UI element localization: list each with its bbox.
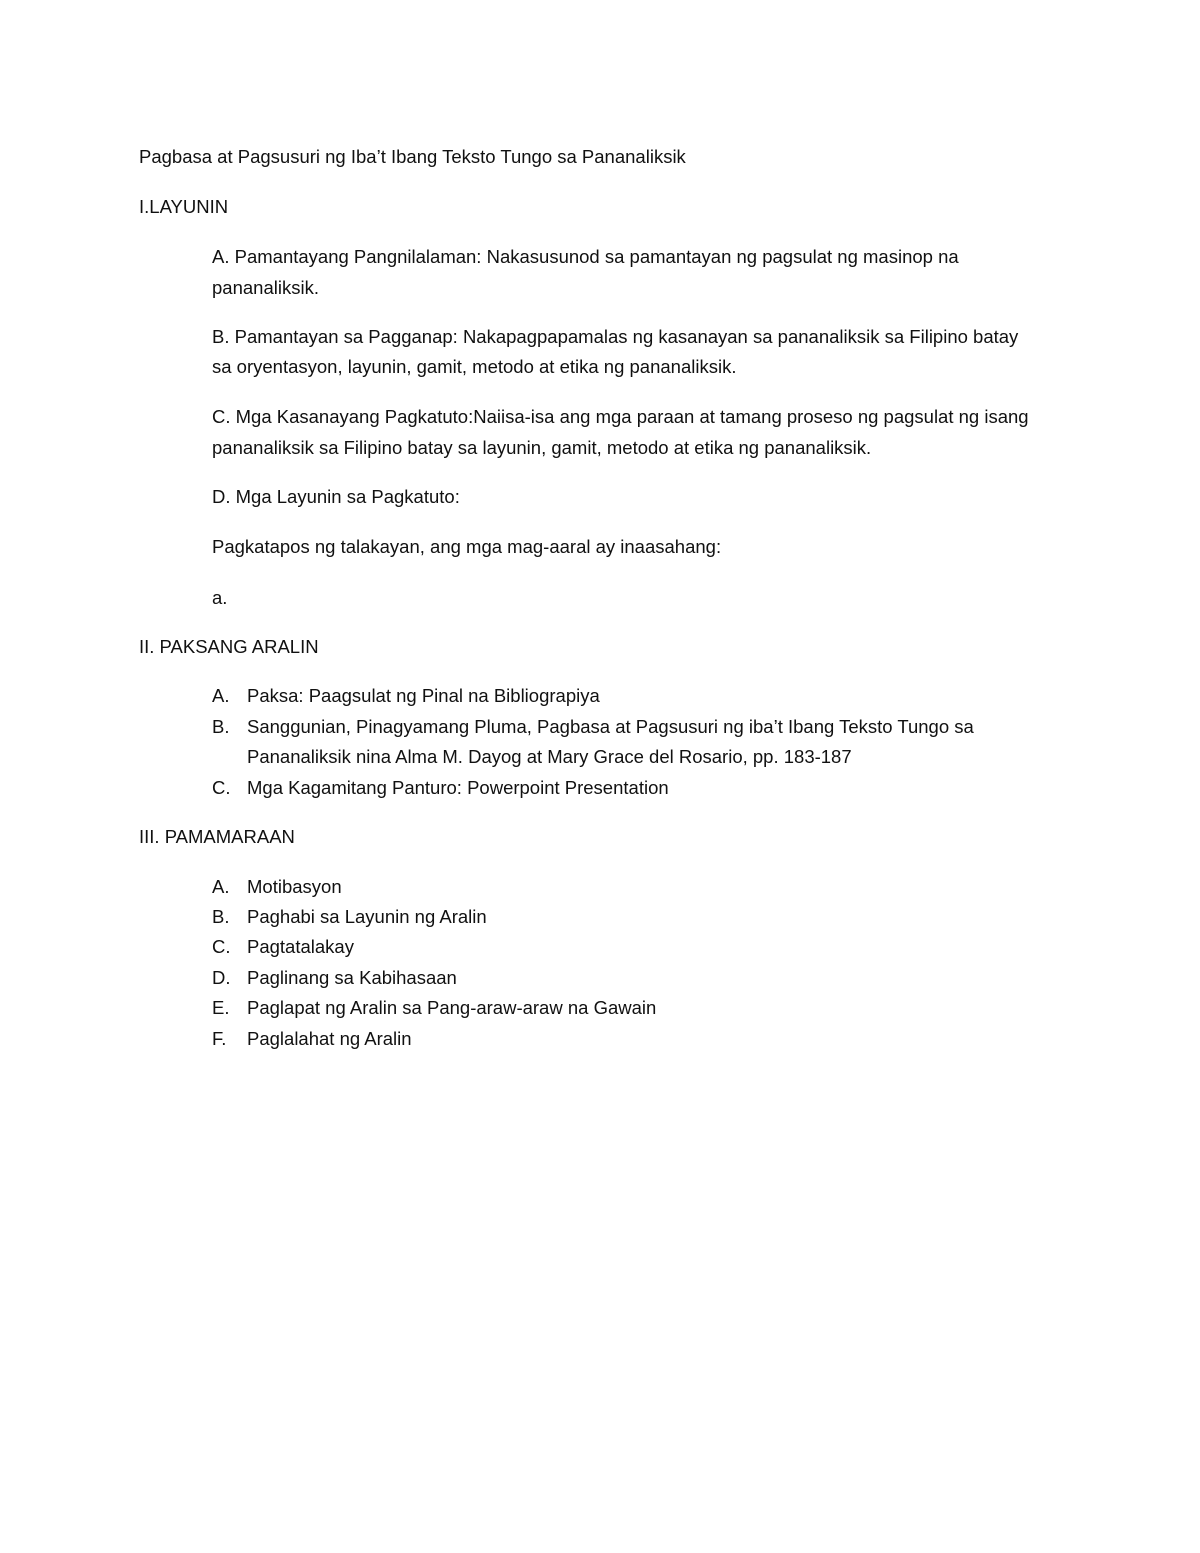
performance-standard-line1: B. Pamantayan sa Pagganap: Nakapagpapamalas ng kasanayan sa pananaliksik sa Filipino batay bbox=[212, 326, 1019, 347]
section-heading-paksang-aralin: II. PAKSANG ARALIN bbox=[139, 636, 319, 657]
list-item-letter: C. bbox=[212, 777, 231, 798]
document-title: Pagbasa at Pagsusuri ng Iba’t Ibang Teksto Tungo sa Pananaliksik bbox=[139, 146, 686, 167]
list-item-letter: F. bbox=[212, 1028, 227, 1049]
learning-objectives-heading: D. Mga Layunin sa Pagkatuto: bbox=[212, 486, 460, 507]
list-item-text: Mga Kagamitang Panturo: Powerpoint Presentation bbox=[247, 777, 669, 798]
learning-competency-line1: C. Mga Kasanayang Pagkatuto:Naiisa-isa ang mga paraan at tamang proseso ng pagsulat ng isang bbox=[212, 406, 1029, 427]
list-item-letter: A. bbox=[212, 685, 230, 706]
objectives-intro: Pagkatapos ng talakayan, ang mga mag-aaral ay inaasahang: bbox=[212, 536, 722, 557]
section-heading-layunin: I.LAYUNIN bbox=[139, 196, 229, 217]
list-item-letter: A. bbox=[212, 876, 230, 897]
list-item-text: Sanggunian, Pinagyamang Pluma, Pagbasa at Pagsusuri ng iba’t Ibang Teksto Tungo sa bbox=[247, 716, 974, 737]
list-item-text: Paglinang sa Kabihasaan bbox=[247, 967, 457, 988]
content-standard-line2: pananaliksik. bbox=[212, 277, 319, 298]
section-heading-pamamaraan: III. PAMAMARAAN bbox=[139, 826, 295, 847]
list-item-letter: B. bbox=[212, 906, 230, 927]
list-item-letter: B. bbox=[212, 716, 230, 737]
list-item-text: Paghabi sa Layunin ng Aralin bbox=[247, 906, 487, 927]
list-item-letter: E. bbox=[212, 997, 230, 1018]
list-item-text: Pagtatalakay bbox=[247, 936, 354, 957]
objective-item-a: a. bbox=[212, 587, 228, 608]
learning-competency-line2: pananaliksik sa Filipino batay sa layunin, gamit, metodo at etika ng pananaliksik. bbox=[212, 437, 872, 458]
list-item-letter: D. bbox=[212, 967, 231, 988]
list-item-text: Paglalahat ng Aralin bbox=[247, 1028, 412, 1049]
content-standard-line1: A. Pamantayang Pangnilalaman: Nakasusunod sa pamantayan ng pagsulat ng masinop na bbox=[212, 246, 959, 267]
performance-standard-line2: sa oryentasyon, layunin, gamit, metodo at etika ng pananaliksik. bbox=[212, 356, 737, 377]
list-item-text: Paksa: Paagsulat ng Pinal na Bibliograpiya bbox=[247, 685, 600, 706]
list-item-letter: C. bbox=[212, 936, 231, 957]
list-item-text-continued: Pananaliksik nina Alma M. Dayog at Mary Grace del Rosario, pp. 183-187 bbox=[247, 746, 852, 767]
list-item-text: Paglapat ng Aralin sa Pang-araw-araw na Gawain bbox=[247, 997, 657, 1018]
list-item-text: Motibasyon bbox=[247, 876, 342, 897]
